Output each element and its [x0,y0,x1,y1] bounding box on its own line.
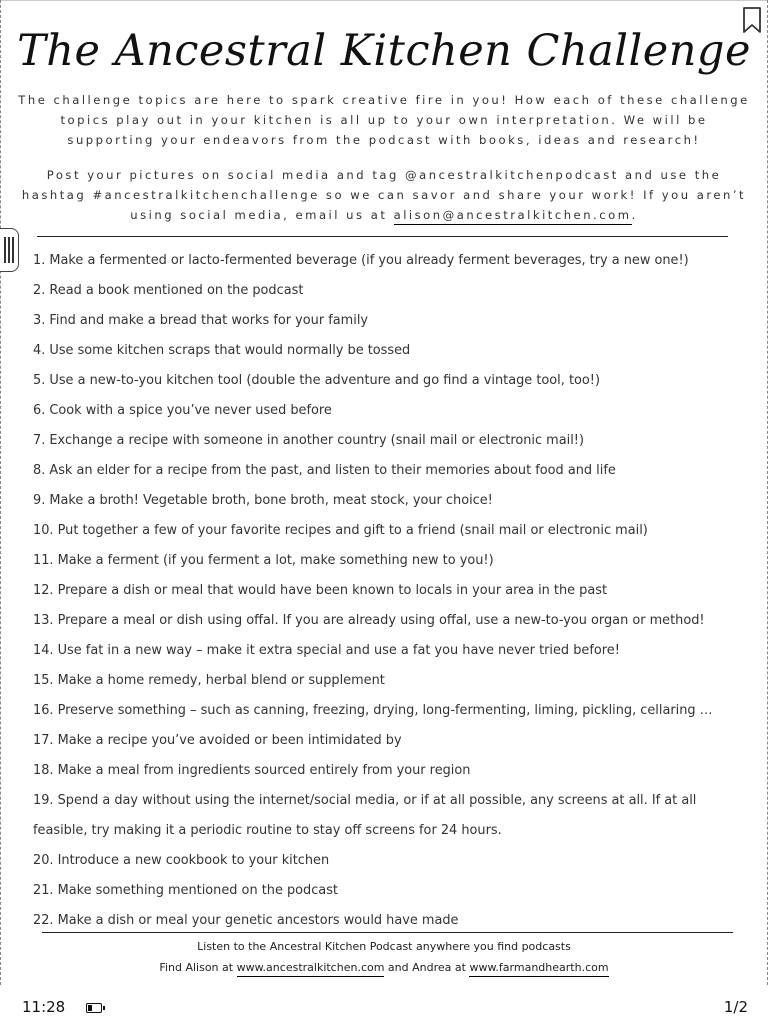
footer-andrea-prefix: and Andrea at [384,961,470,974]
list-item: 10. Put together a few of your favorite recipes and gift to a friend (snail mail or electronic mail) [33,523,648,538]
list-item: 7. Exchange a recipe with someone in another country (snail mail or electronic mail!) [33,433,584,448]
challenge-list [33,246,748,936]
intro-section [14,90,754,225]
post-paragraph-text: Post your pictures on social media and tag @ancestralkitchenpodcast and use the hashtag #ancestralkitchenchallenge so we can savor and share your work! If you aren’t using social media, email us at [21,168,747,222]
andrea-website-link[interactable]: www.farmandhearth.com [469,961,608,977]
top-divider [37,236,728,237]
page-indicator: 1/2 [723,998,748,1016]
list-item: 2. Read a book mentioned on the podcast [33,283,304,298]
list-item-continuation: feasible, try making it a periodic routine to stay off screens for 24 hours. [33,823,502,838]
battery-icon [86,1003,102,1013]
list-item: 13. Prepare a meal or dish using offal. If you are already using offal, use a new-to-you organ or method! [33,613,705,628]
list-item: 1. Make a fermented or lacto-fermented beverage (if you already ferment beverages, try a new one!) [33,253,689,268]
list-item: 12. Prepare a dish or meal that would have been known to locals in your area in the past [33,583,608,598]
post-paragraph-suffix: . [631,208,638,222]
list-item: 11. Make a ferment (if you ferment a lot, make something new to you!) [33,553,494,568]
footer [0,936,768,978]
list-item: 6. Cook with a spice you’ve never used before [33,403,332,418]
bottom-divider [42,932,733,933]
email-link[interactable]: alison@ancestralkitchen.com [394,208,632,225]
list-item: 21. Make something mentioned on the podcast [33,883,338,898]
intro-paragraph: The challenge topics are here to spark creative fire in you! How each of these challenge topics play out in your kitchen is all up to your own interpretation. We will be supporting your endeavors from the podcast with books, ideas and research! [18,93,750,147]
page-left-edge [0,0,1,985]
post-paragraph [14,165,754,225]
list-item: 9. Make a broth! Vegetable broth, bone broth, meat stock, your choice! [33,493,493,508]
list-item: 8. Ask an elder for a recipe from the past, and listen to their memories about food and life [33,463,616,478]
list-item: 20. Introduce a new cookbook to your kitchen [33,853,330,868]
footer-contact-line [0,957,768,978]
status-time: 11:28 [22,998,66,1016]
battery-level-fill [88,1005,92,1011]
page-top-edge [0,0,768,1]
list-item: 16. Preserve something – such as canning, freezing, drying, long-fermenting, liming, pickling, cellaring … [33,703,713,718]
list-item: 19. Spend a day without using the internet/social media, or if at all possible, any screens at all. If at all [33,793,697,808]
list-item: 17. Make a recipe you’ve avoided or been intimidated by [33,733,402,748]
sidebar-handle-icon[interactable] [0,228,19,272]
list-item: 22. Make a dish or meal your genetic ancestors would have made [33,913,459,928]
page-title: The Ancestral Kitchen Challenge [17,26,751,76]
alison-website-link[interactable]: www.ancestralkitchen.com [237,961,385,977]
list-item: 15. Make a home remedy, herbal blend or supplement [33,673,385,688]
footer-podcast-line: Listen to the Ancestral Kitchen Podcast anywhere you find podcasts [197,940,571,953]
list-item: 5. Use a new-to-you kitchen tool (double the adventure and go find a vintage tool, too!) [33,373,600,388]
footer-alison-prefix: Find Alison at [159,961,237,974]
list-item: 3. Find and make a bread that works for your family [33,313,369,328]
list-item: 4. Use some kitchen scraps that would normally be tossed [33,343,411,358]
list-item: 18. Make a meal from ingredients sourced entirely from your region [33,763,471,778]
list-item: 14. Use fat in a new way – make it extra special and use a fat you have never tried before! [33,643,620,658]
